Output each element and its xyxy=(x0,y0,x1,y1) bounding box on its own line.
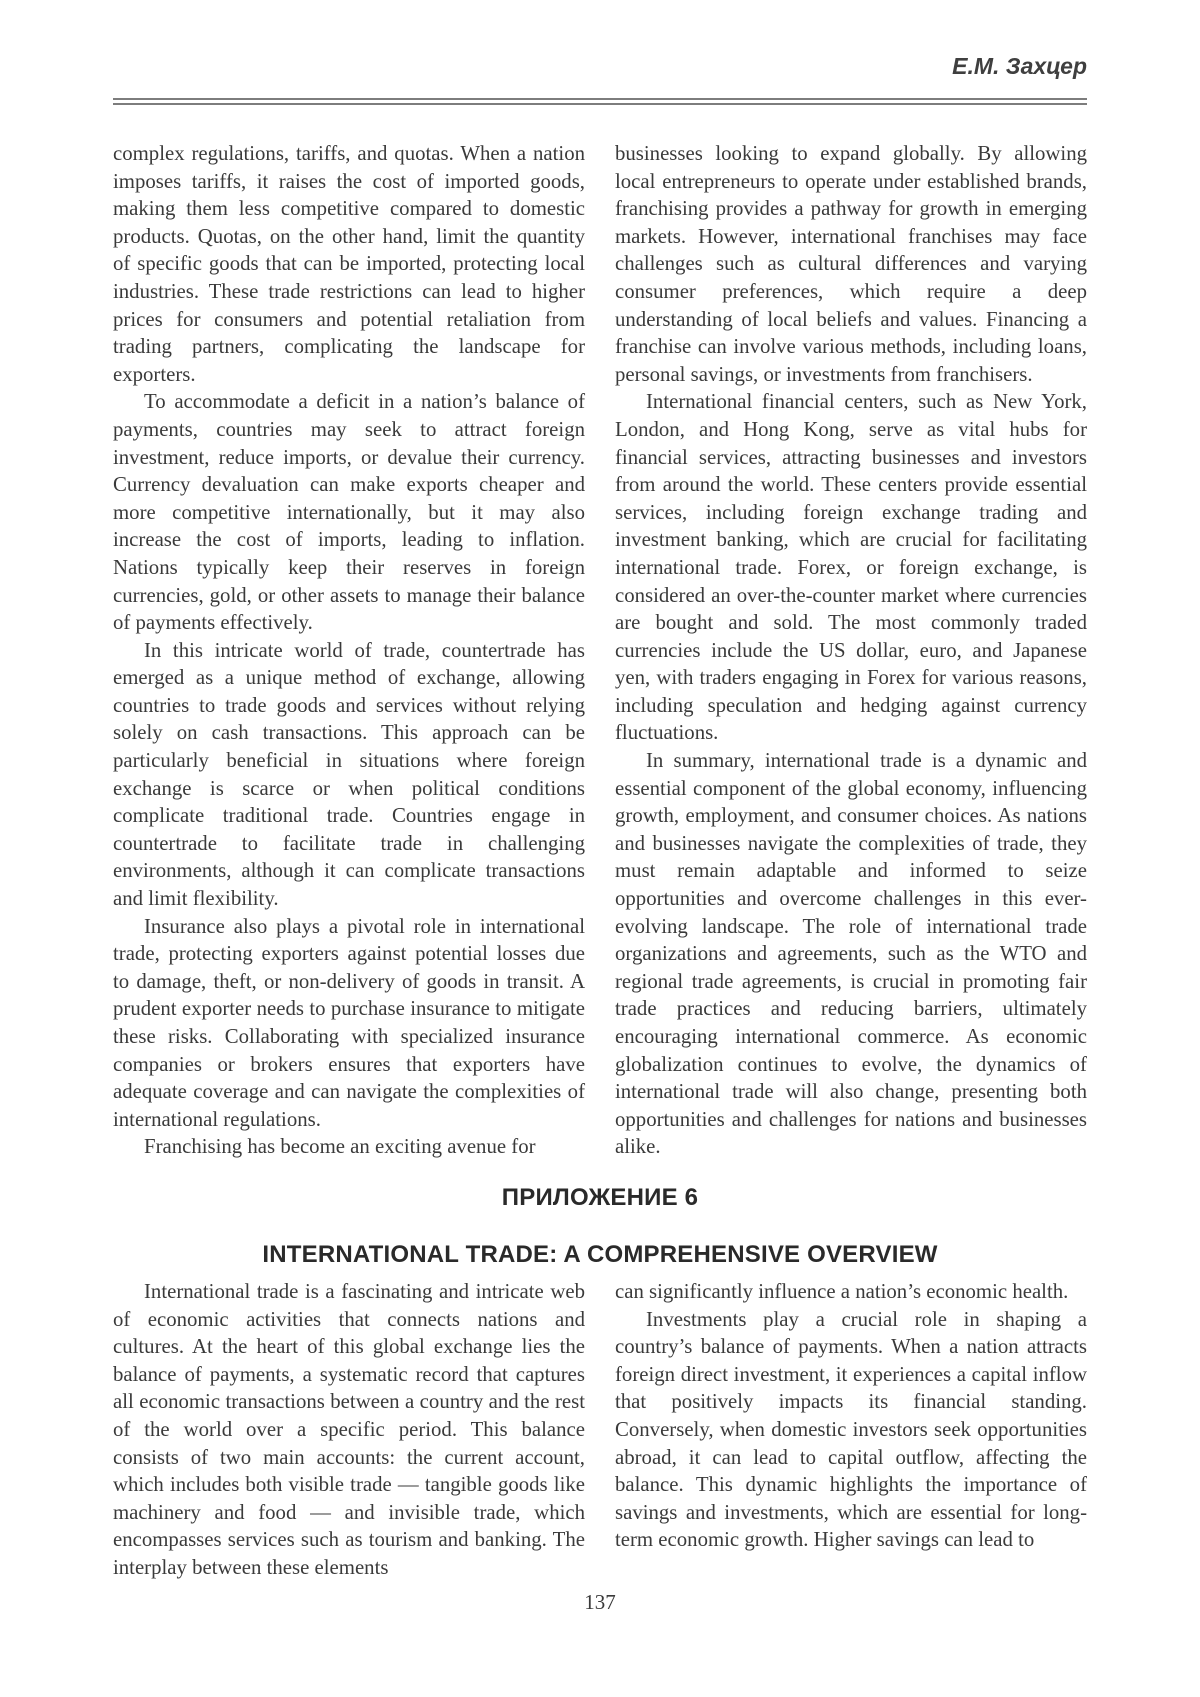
header-rule xyxy=(113,98,1087,105)
article-column-left xyxy=(113,1278,585,1588)
article-column-right xyxy=(615,1278,1087,1588)
paragraph: complex regulations, tariffs, and quotas. When a nation imposes tariffs, it raises the cost of imported goods, making them less competitive compared to domestic products. Quotas, on the other hand, limit the quantity of specific goods that can be imported, protecting local industries. These trade restrictions can lead to higher prices for consumers and potential retaliation from trading partners, complicating the landscape for exporters. xyxy=(113,142,585,386)
top-column-left xyxy=(113,140,585,1163)
paragraph: In this intricate world of trade, countertrade has emerged as a unique method of exchange, allowing countries to trade goods and services without relying solely on cash transactions. This approach can be particularly beneficial in situations where foreign exchange is scarce or when political conditions complicate traditional trade. Countries engage in countertrade to facilitate trade in challenging environments, although it can complicate transactions and limit flexibility. xyxy=(113,638,585,911)
page-footer xyxy=(0,1590,1200,1615)
section-top-columns xyxy=(113,140,1087,1163)
header-author: Е.М. Захцер xyxy=(952,53,1087,79)
paragraph: businesses looking to expand globally. By allowing local entrepreneurs to operate under established brands, franchising provides a pathway for growth in emerging markets. However, international franchises may face challenges such as cultural differences and varying consumer preferences, which require a deep understanding of local beliefs and values. Financing a franchise can involve various methods, including loans, personal savings, or investments from franchisers. xyxy=(615,142,1087,386)
page-header xyxy=(113,52,1087,82)
section-article-columns xyxy=(113,1278,1087,1588)
paragraph: International financial centers, such as New York, London, and Hong Kong, serve as vital hubs for financial services, attracting businesses and investors from around the world. These centers provide essential services, including foreign exchange trading and investment banking, which are crucial for facilitating international trade. Forex, or foreign exchange, is considered an over-the-counter market where currencies are bought and sold. The most commonly traded currencies include the US dollar, euro, and Japanese yen, with traders engaging in Forex for various reasons, including speculation and hedging against currency fluctuations. xyxy=(615,390,1087,745)
paragraph: International trade is a fascinating and intricate web of economic activities that connects nations and cultures. At the heart of this global exchange lies the balance of payments, a systematic record that captures all economic transactions between a country and the rest of the world over a specific period. This balance consists of two main accounts: the current account, which includes both visible trade — tangible goods like machinery and food — and invisible trade, which encompasses services such as tourism and banking. The interplay between these elements xyxy=(113,1280,585,1579)
paragraph: can significantly influence a nation’s economic health. xyxy=(615,1280,1069,1303)
paragraph: Insurance also plays a pivotal role in international trade, protecting exporters against potential losses due to damage, theft, or non-delivery of goods in transit. A prudent exporter needs to purchase insurance to mitigate these risks. Collaborating with specialized insurance companies or brokers ensures that exporters have adequate coverage and can navigate the complexities of international regulations. xyxy=(113,914,585,1131)
paragraph: In summary, international trade is a dynamic and essential component of the global economy, influencing growth, employment, and consumer choices. As nations and businesses navigate the complexities of trade, they must remain adaptable and informed to seize opportunities and overcome challenges in this ever-evolving landscape. The role of international trade organizations and agreements, such as the WTO and regional trade agreements, is crucial in promoting fair trade practices and reducing barriers, ultimately encouraging international commerce. As economic globalization continues to evolve, the dynamics of international trade will also change, presenting both opportunities and challenges for nations and businesses alike. xyxy=(615,749,1087,1159)
top-column-right xyxy=(615,140,1087,1163)
paragraph: Franchising has become an exciting avenue for xyxy=(144,1135,536,1159)
paragraph: Investments play a crucial role in shaping a country’s balance of payments. When a nation attracts foreign direct investment, it experiences a capital inflow that positively impacts its financial standing. Conversely, when domestic investors seek opportunities abroad, it can lead to capital outflow, affecting the balance. This dynamic highlights the importance of savings and investments, which are essential for long-term economic growth. Higher savings can lead to xyxy=(615,1307,1087,1552)
appendix-heading: ПРИЛОЖЕНИЕ 6 xyxy=(501,1184,699,1211)
article-title: INTERNATIONAL TRADE: A COMPREHENSIVE OVERVIEW xyxy=(262,1241,938,1268)
paragraph: To accommodate a deficit in a nation’s balance of payments, countries may seek to attract foreign investment, reduce imports, or devalue their currency. Currency devaluation can make exports cheaper and more competitive internationally, but it may also increase the cost of imports, leading to inflation. Nations typically keep their reserves in foreign currencies, gold, or other assets to manage their balance of payments effectively. xyxy=(113,390,585,635)
page-number: 137 xyxy=(584,1590,616,1614)
